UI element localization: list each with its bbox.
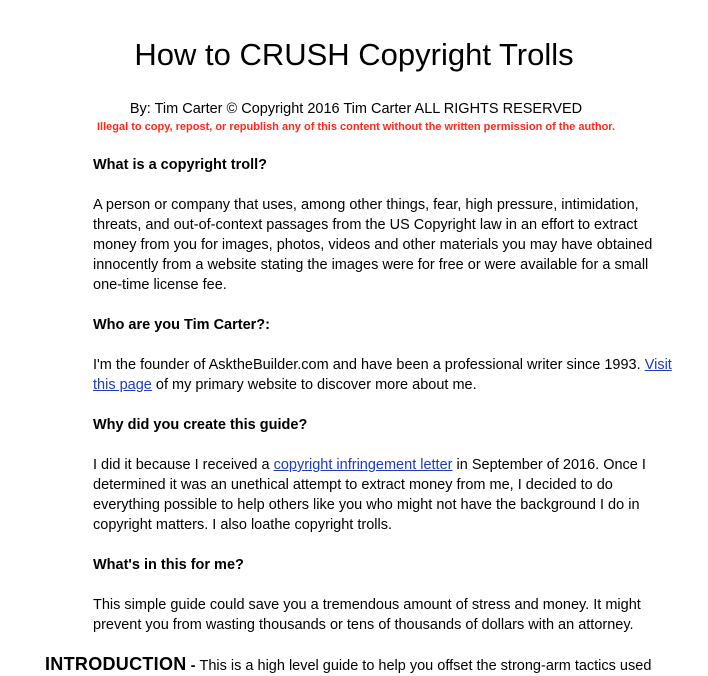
author-byline: By: Tim Carter © Copyright 2016 Tim Carter ALL RIGHTS RESERVED bbox=[129, 101, 583, 117]
faq-answer-copyright-troll: A person or company that uses, among other things, fear, high pressure, intimidation, threats, and out-of-context passages from the US Copyright law in an effort to extract money from you for images, photos, videos and other materials you may have obtained innocently from a website stating the images were for free or were available for a small one-time license fee. bbox=[93, 197, 653, 293]
faq-question-why-guide: Why did you create this guide? bbox=[93, 417, 308, 433]
answer-text: of my primary website to discover more about me. bbox=[151, 377, 477, 393]
visit-this-page-link[interactable]: Visit this page bbox=[93, 357, 672, 393]
document-title: How to CRUSH Copyright Trolls bbox=[134, 37, 574, 72]
faq-answer-whats-in-it: This simple guide could save you a tremendous amount of stress and money. It might prevent you from wasting thousands or tens of thousands of dollars with an attorney. bbox=[93, 597, 641, 633]
introduction-text: This is a high level guide to help you offset the strong-arm tactics used bbox=[199, 658, 652, 674]
answer-text: I did it because I received a bbox=[93, 457, 274, 473]
copyright-infringement-letter-link[interactable]: copyright infringement letter bbox=[273, 457, 453, 473]
answer-text: I'm the founder of AsktheBuilder.com and have been a professional writer since 1993. bbox=[93, 357, 645, 373]
introduction-dash: - bbox=[186, 658, 200, 674]
copyright-warning: Illegal to copy, repost, or republish any of this content without the written permission of the author. bbox=[96, 121, 616, 133]
faq-question-copyright-troll: What is a copyright troll? bbox=[93, 157, 268, 173]
introduction-heading: INTRODUCTION bbox=[45, 654, 187, 674]
faq-answer-who-are-you bbox=[93, 355, 673, 395]
faq-question-whats-in-it: What's in this for me? bbox=[93, 557, 244, 573]
answer-text: in September of 2016. Once I determined it was an unethical attempt to extract money from me, I decided to do everything possible to help others like you who might not have the background I do in copyright matters. I also loathe copyright trolls. bbox=[93, 457, 646, 533]
faq-question-who-are-you: Who are you Tim Carter?: bbox=[93, 317, 270, 333]
introduction-paragraph bbox=[45, 654, 651, 676]
faq-answer-why-guide bbox=[93, 455, 673, 535]
